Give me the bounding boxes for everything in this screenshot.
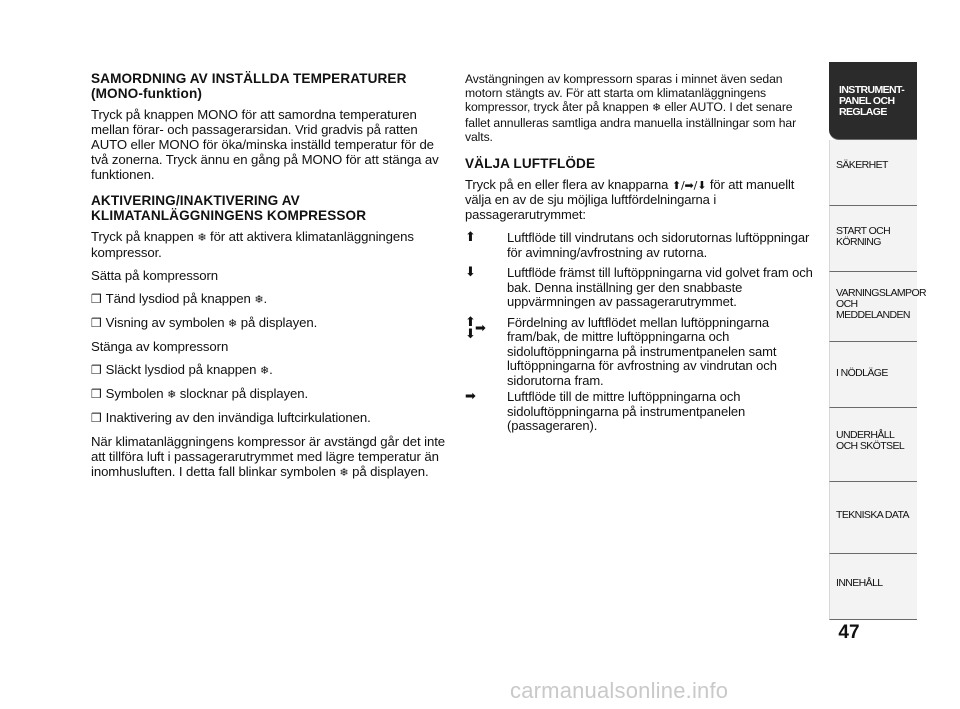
arrow-down-icon: ⬇ xyxy=(465,265,476,281)
list-item: ❒ Släckt lysdiod på knappen ❄. xyxy=(91,362,273,377)
tab-technical-data[interactable]: TEKNISKA DATA xyxy=(829,482,917,554)
list-item: ❒ Visning av symbolen ❄ på displayen. xyxy=(91,315,318,330)
ac-icon: ❄ xyxy=(254,293,264,306)
tab-warning-lights[interactable]: VARNINGSLAMPOR OCH MEDDELANDEN xyxy=(829,272,917,342)
paragraph-compressor: Tryck på knappen ❄ för att aktivera klimatanläggningens kompressor. xyxy=(91,229,414,260)
airflow-item-distribution: ⬆ ➡ ⬇ Fördelning av luftflödet mellan luftöppningarna fram/bak, de mittre luftöppningarna och sidoluftöppningarna på instrumentpanelen samt luftöppningarna för avfrostning av vindrutan och sidorutorna fram. xyxy=(465,314,777,388)
tab-index[interactable]: INNEHÅLL xyxy=(829,554,917,620)
airflow-item-windscreen: ⬆ Luftflöde till vindrutans och sidorutornas luftöppningar för avimning/avfrostning av rutorna. xyxy=(465,230,810,260)
ac-icon: ❄ xyxy=(651,101,662,115)
paragraph-compressor-off: När klimatanläggningens kompressor är avstängd går det inte att tillföra luft i passagerarutrymmet med lägre temperatur än inomhusluften. I detta fall blinkar symbolen ❄ på displayen. xyxy=(91,434,446,479)
compressor-off-list xyxy=(91,362,448,426)
list-item: ❒ Inaktivering av den invändiga luftcirkulationen. xyxy=(91,410,371,425)
arrow-up-icon: ⬆ xyxy=(465,314,476,330)
heading-airflow: VÄLJA LUFTFLÖDE xyxy=(465,156,596,172)
compressor-on-title: Sätta på kompressorn xyxy=(91,268,219,283)
right-column xyxy=(465,72,818,434)
tab-safety[interactable]: SÄKERHET xyxy=(829,140,917,206)
tab-instrument-panel[interactable]: INSTRUMENT- PANEL OCH REGLAGE xyxy=(829,62,917,140)
tab-emergency[interactable]: I NÖDLÄGE xyxy=(829,342,917,408)
heading-compressor: AKTIVERING/INAKTIVERING AV KLIMATANLÄGGNINGENS KOMPRESSOR xyxy=(91,193,367,223)
ac-icon: ❄ xyxy=(228,317,238,330)
paragraph-memory: Avstängningen av kompressorn sparas i minnet även sedan motorn stängts av. För att starta om klimatanläggningens kompressor, tryck åter på knappen ❄ eller AUTO. I det senare fallet annulleras samtliga andra manuella inställningar som har valts. xyxy=(465,72,797,144)
list-item: ❒ Tänd lysdiod på knappen ❄. xyxy=(91,291,268,306)
checkbox-icon: ❒ xyxy=(91,316,102,330)
airflow-item-center: ➡ Luftflöde till de mittre luftöppningarna och sidoluftöppningarna på instrumentpanelen (passageraren). xyxy=(465,389,746,434)
list-item: ❒ Symbolen ❄ slocknar på displayen. xyxy=(91,386,309,401)
left-column xyxy=(91,72,448,480)
ac-icon: ❄ xyxy=(197,231,207,244)
arrow-right-icon: ➡ xyxy=(475,320,486,336)
compressor-off-title: Stänga av kompressorn xyxy=(91,339,229,354)
tab-starting-driving[interactable]: START OCH KÖRNING xyxy=(829,206,917,272)
arrow-right-icon: ➡ xyxy=(465,389,476,405)
page-number: 47 xyxy=(838,622,860,643)
checkbox-icon: ❒ xyxy=(91,363,102,377)
ac-icon: ❄ xyxy=(167,388,177,401)
ac-icon: ❄ xyxy=(339,466,349,479)
airflow-buttons-icon: ⬆/➡/⬇ xyxy=(671,178,707,192)
checkbox-icon: ❒ xyxy=(91,411,102,425)
checkbox-icon: ❒ xyxy=(91,387,102,401)
ac-icon: ❄ xyxy=(259,364,270,377)
paragraph-airflow: Tryck på en eller flera av knapparna ⬆/➡/⬇ för att manuellt välja en av de sju möjliga luftfördelningarna i passagerarutrymmet: xyxy=(465,176,795,222)
heading-mono: SAMORDNING AV INSTÄLLDA TEMPERATURER (MONO-funktion) xyxy=(91,71,407,101)
checkbox-icon: ❒ xyxy=(91,292,102,306)
arrow-up-icon: ⬆ xyxy=(465,230,476,246)
compressor-on-list xyxy=(91,291,448,331)
tab-maintenance[interactable]: UNDERHÅLL OCH SKÖTSEL xyxy=(829,408,917,482)
chapter-tabs xyxy=(829,62,927,620)
airflow-item-floor: ⬇ Luftflöde främst till luftöppningarna vid golvet fram och bak. Denna inställning ger den snabbaste uppvärmningen av passagerarutrymmet. xyxy=(465,265,813,310)
arrow-down-icon: ⬇ xyxy=(465,326,476,342)
watermark: carmanualsonline.info xyxy=(510,678,729,703)
paragraph-mono: Tryck på knappen MONO för att samordna temperaturen mellan förar- och passagerarsidan. Vrid gradvis på ratten AUTO eller MONO för öka/minska inställd temperatur för de två zonerna. Tryck ännu en gång på MONO för att stänga av funktionen. xyxy=(91,107,439,182)
arrows-combined-icon xyxy=(465,316,507,389)
